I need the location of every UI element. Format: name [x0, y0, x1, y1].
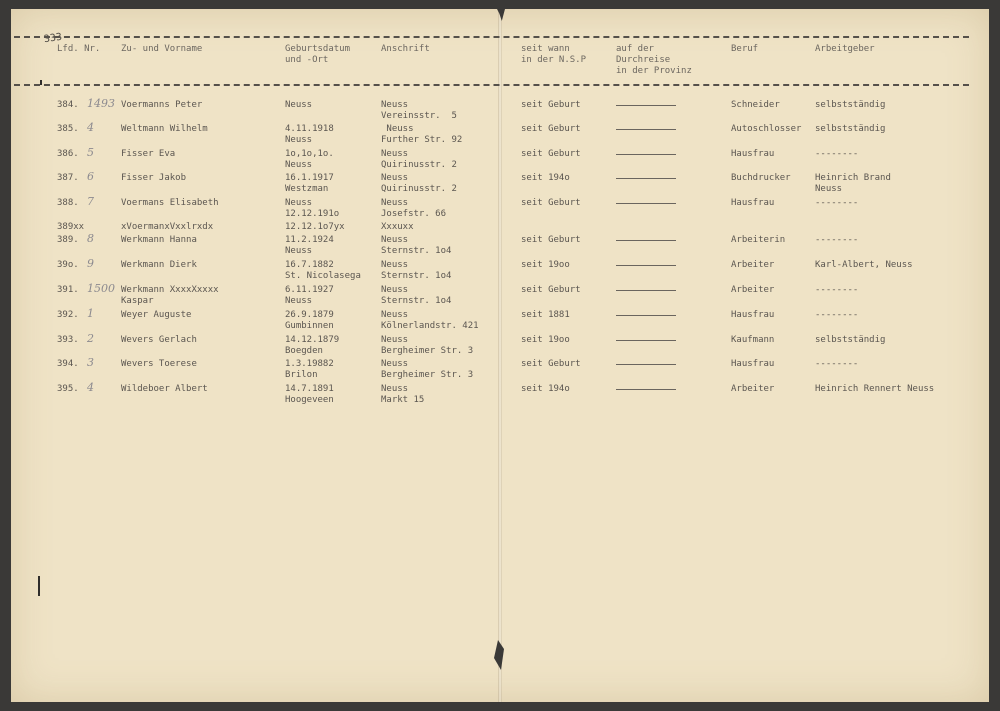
empty-field-dash: [616, 315, 676, 316]
person-name: Wildeboer Albert: [121, 384, 208, 394]
address: Neuss Bergheimer Str. 3: [381, 335, 474, 356]
nsp-since: seit Geburt: [521, 285, 581, 295]
birth-date-place: Neuss 12.12.191o: [285, 198, 340, 219]
nsp-since: seit Geburt: [521, 198, 581, 208]
address: Neuss Bergheimer Str. 3: [381, 359, 474, 380]
header-rule-bottom: [14, 84, 969, 86]
birth-date-place: 14.12.1879 Boegden: [285, 335, 340, 356]
page-stamp: 333: [43, 31, 63, 46]
employer: --------: [815, 310, 859, 320]
nsp-since: seit 1881: [521, 310, 570, 320]
empty-field-dash: [616, 178, 676, 179]
nsp-since: seit Geburt: [521, 100, 581, 110]
empty-field-dash: [616, 203, 676, 204]
occupation: Arbeiter: [731, 285, 775, 295]
person-name: Wevers Gerlach: [121, 335, 197, 345]
empty-field-dash: [616, 240, 676, 241]
address: Neuss Markt 15: [381, 384, 425, 405]
employer: Karl-Albert, Neuss: [815, 260, 913, 270]
handwritten-number: 8: [87, 232, 94, 245]
address: Neuss Vereinsstr. 5: [381, 100, 457, 121]
empty-field-dash: [616, 265, 676, 266]
row-number: 389xx: [57, 222, 85, 232]
row-number: 392.: [57, 310, 79, 320]
employer: Heinrich Brand Neuss: [815, 173, 891, 194]
row-number: 387.: [57, 173, 79, 183]
row-number: 395.: [57, 384, 79, 394]
person-name: Voermans Elisabeth: [121, 198, 219, 208]
birth-date-place: 14.7.1891 Hoogeveen: [285, 384, 334, 405]
col-header-since: seit wann in der N.S.P: [521, 44, 587, 65]
row-number: 394.: [57, 359, 79, 369]
nsp-since: seit 194o: [521, 173, 570, 183]
row-number: 39o.: [57, 260, 79, 270]
birth-date-place: 16.7.1882 St. Nicolasega: [285, 260, 361, 281]
employer: --------: [815, 359, 859, 369]
handwritten-number: 4: [87, 381, 94, 394]
occupation: Autoschlosser: [731, 124, 802, 134]
empty-field-dash: [616, 364, 676, 365]
handwritten-number: 6: [87, 170, 94, 183]
occupation: Kaufmann: [731, 335, 775, 345]
person-name: Werkmann XxxxXxxxx Kaspar: [121, 285, 219, 306]
row-number: 384.: [57, 100, 79, 110]
address: Neuss Quirinusstr. 2: [381, 149, 457, 170]
empty-field-dash: [616, 389, 676, 390]
handwritten-number: 3: [87, 356, 94, 369]
address: Neuss Further Str. 92: [381, 124, 463, 145]
empty-field-dash: [616, 154, 676, 155]
employer: --------: [815, 149, 859, 159]
person-name: Fisser Jakob: [121, 173, 187, 183]
birth-date-place: Neuss: [285, 100, 313, 110]
handwritten-number: 9: [87, 257, 94, 270]
birth-date-place: 1o,1o,1o. Neuss: [285, 149, 334, 170]
punch-mark: [38, 576, 40, 596]
occupation: Hausfrau: [731, 198, 775, 208]
address: Neuss Sternstr. 1o4: [381, 235, 452, 256]
empty-field-dash: [616, 340, 676, 341]
employer: --------: [815, 285, 859, 295]
empty-field-dash: [616, 290, 676, 291]
header-rule-top: [14, 36, 969, 38]
nsp-since: seit Geburt: [521, 359, 581, 369]
occupation: Arbeiter: [731, 260, 775, 270]
nsp-since: seit Geburt: [521, 149, 581, 159]
handwritten-number: 2: [87, 332, 94, 345]
occupation: Arbeiterin: [731, 235, 786, 245]
employer: --------: [815, 198, 859, 208]
employer: selbstständig: [815, 335, 886, 345]
handwritten-number: 5: [87, 146, 94, 159]
address: Neuss Sternstr. 1o4: [381, 285, 452, 306]
employer: selbstständig: [815, 100, 886, 110]
occupation: Hausfrau: [731, 359, 775, 369]
employer: --------: [815, 235, 859, 245]
handwritten-number: 7: [87, 195, 94, 208]
col-header-name: Zu- und Vorname: [121, 44, 203, 54]
birth-date-place: 12.12.1o7yx: [285, 222, 345, 232]
employer: selbstständig: [815, 124, 886, 134]
person-name: Werkmann Hanna: [121, 235, 197, 245]
nsp-since: seit Geburt: [521, 124, 581, 134]
empty-field-dash: [616, 105, 676, 106]
person-name: Voermanns Peter: [121, 100, 203, 110]
person-name: Fisser Eva: [121, 149, 176, 159]
address: Neuss Josefstr. 66: [381, 198, 447, 219]
address: Xxxuxx: [381, 222, 414, 232]
occupation: Arbeiter: [731, 384, 775, 394]
person-name: xVoermanxVxxlrxdx: [121, 222, 214, 232]
birth-date-place: 1.3.19882 Brilon: [285, 359, 334, 380]
handwritten-number: 1493: [87, 97, 115, 110]
occupation: Schneider: [731, 100, 780, 110]
address: Neuss Sternstr. 1o4: [381, 260, 452, 281]
employer: Heinrich Rennert Neuss: [815, 384, 935, 394]
nsp-since: seit 194o: [521, 384, 570, 394]
handwritten-number: 4: [87, 121, 94, 134]
birth-date-place: 6.11.1927 Neuss: [285, 285, 334, 306]
person-name: Weltmann Wilhelm: [121, 124, 208, 134]
nsp-since: seit Geburt: [521, 235, 581, 245]
nsp-since: seit 19oo: [521, 335, 570, 345]
handwritten-number: 1: [87, 307, 94, 320]
row-number: 385.: [57, 124, 79, 134]
center-fold: [498, 9, 502, 702]
row-number: 386.: [57, 149, 79, 159]
nsp-since: seit 19oo: [521, 260, 570, 270]
row-number: 389.: [57, 235, 79, 245]
col-header-address: Anschrift: [381, 44, 430, 54]
row-number: 391.: [57, 285, 79, 295]
occupation: Hausfrau: [731, 310, 775, 320]
col-header-occupation: Beruf: [731, 44, 759, 54]
handwritten-number: 1500: [87, 282, 115, 295]
row-number: 388.: [57, 198, 79, 208]
col-header-employer: Arbeitgeber: [815, 44, 875, 54]
address: Neuss Kölnerlandstr. 421: [381, 310, 479, 331]
birth-date-place: 16.1.1917 Westzman: [285, 173, 334, 194]
col-header-transit: auf der Durchreise in der Provinz: [616, 44, 692, 76]
person-name: Werkmann Dierk: [121, 260, 197, 270]
person-name: Wevers Toerese: [121, 359, 197, 369]
empty-field-dash: [616, 129, 676, 130]
birth-date-place: 4.11.1918 Neuss: [285, 124, 334, 145]
occupation: Hausfrau: [731, 149, 775, 159]
col-header-birth: Geburtsdatum und -Ort: [285, 44, 351, 65]
birth-date-place: 26.9.1879 Gumbinnen: [285, 310, 334, 331]
address: Neuss Quirinusstr. 2: [381, 173, 457, 194]
occupation: Buchdrucker: [731, 173, 791, 183]
birth-date-place: 11.2.1924 Neuss: [285, 235, 334, 256]
row-number: 393.: [57, 335, 79, 345]
col-header-nr: Lfd. Nr.: [57, 44, 101, 54]
person-name: Weyer Auguste: [121, 310, 192, 320]
